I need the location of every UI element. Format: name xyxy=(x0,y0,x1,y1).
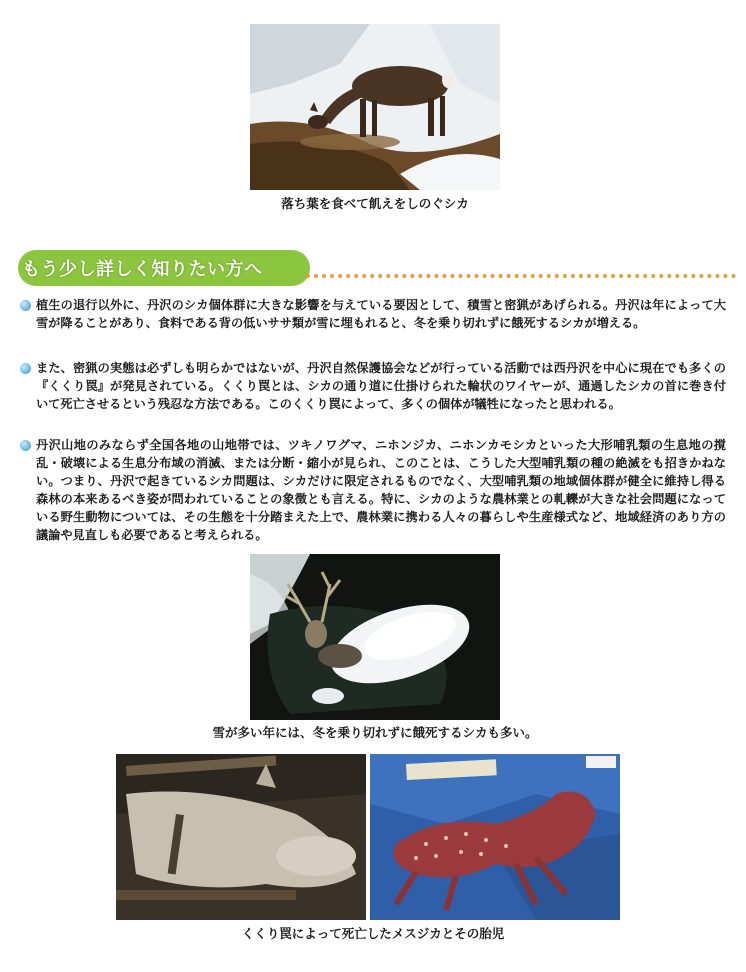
paragraph-snare-traps xyxy=(20,359,726,413)
bullet-dot xyxy=(20,363,31,374)
caption-deer-trap: くくり罠によって死亡したメスジカとその胎児 xyxy=(241,926,505,941)
photo-deer-starved-in-snow xyxy=(250,554,500,720)
paragraph-text: 植生の退行以外に、丹沢のシカ個体群に大きな影響を与えている要因として、積雪と密猟があげられる。丹沢は年によって大雪が降ることがあり、食料である背の低いササ類が雪に埋もれると、冬を乗り切れずに餓死するシカが増える。 xyxy=(36,298,726,330)
photo-deer-trap-victim-and-fetus xyxy=(116,754,620,920)
bullet-dot xyxy=(20,440,31,451)
paragraph-large-mammals xyxy=(20,436,726,544)
caption-deer-eating-leaves: 落ち葉を食べて飢えをしのぐシカ xyxy=(281,196,469,211)
section-title: もう少し詳しく知りたい方へ xyxy=(22,259,263,280)
bullet-dot xyxy=(20,300,31,311)
section-dotted-rule xyxy=(306,274,736,278)
paragraph-text: また、密猟の実態は必ずしも明らかではないが、丹沢自然保護協会などが行っている活動では西丹沢を中心に現在でも多くの『くくり罠』が発見されている。くくり罠とは、シカの通り道に仕掛けられた輪状のワイヤーが、通過したシカの首に巻き付いて死亡させるという残忍な方法である。このくくり罠によって、多くの個体が犠牲になったと思われる。 xyxy=(36,361,726,411)
paragraph-text: 丹沢山地のみならず全国各地の山地帯では、ツキノワグマ、ニホンジカ、ニホンカモシカといった大形哺乳類の生息地の撹乱・破壊による生息分布域の消滅、または分断・縮小が見られ、このことは、こうした大型哺乳類の種の絶滅をも招きかねない。つまり、丹沢で起きているシカ問題は、シカだけに限定されるものでなく、大型哺乳類の地域個体群が健全に維持し得る森林の本来あるべき姿が問われていることの象徴とも言える。特に、シカのような農林業との軋轢が大きな社会問題になっている野生動物については、その生態を十分踏まえた上で、農林業に携わる人々の暮らしや生産様式など、地域経済のあり方の議論や見直しも必要であると考えられる。 xyxy=(36,438,726,542)
paragraph-snow-poaching xyxy=(20,296,726,332)
caption-deer-starved: 雪が多い年には、冬を乗り切れずに餓死するシカも多い。 xyxy=(212,725,538,740)
photo-deer-eating-leaves xyxy=(250,24,500,190)
